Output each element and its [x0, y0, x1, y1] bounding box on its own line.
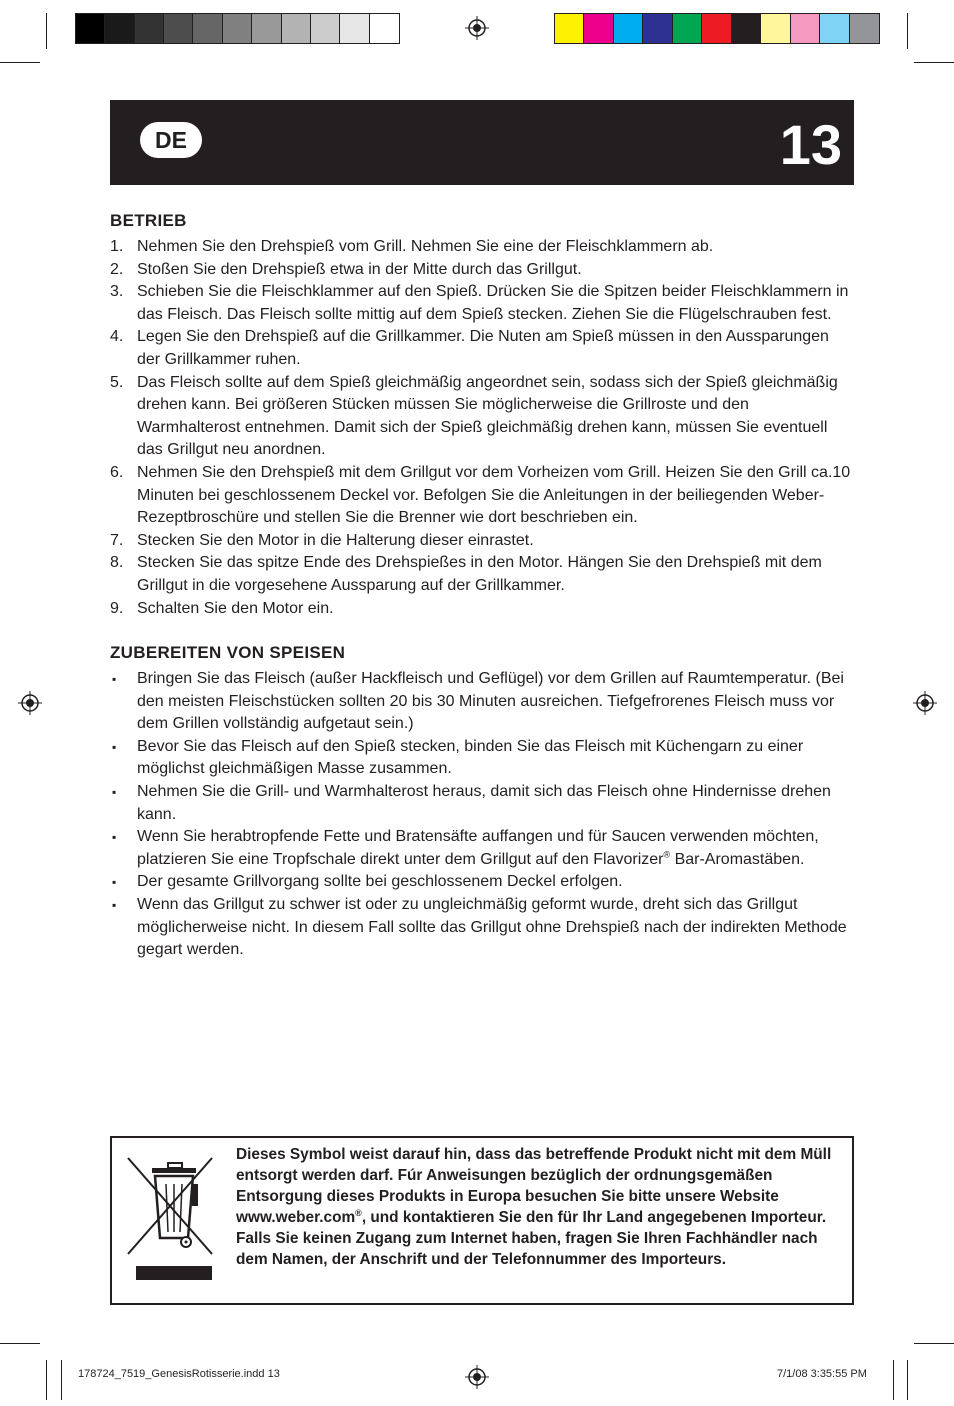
step-text: Schieben Sie die Fleischklammer auf den Spieß. Drücken Sie die Spitzen beider Fleischklammern in das Fleisch. Das Fleisch sollte mittig auf dem Spieß stecken. Ziehen Sie die Flügelschrauben fest.	[137, 283, 849, 323]
step-number: 8.	[110, 554, 124, 572]
operation-steps-list	[110, 236, 855, 620]
color-swatch	[555, 14, 584, 43]
color-swatch	[370, 14, 399, 43]
color-swatch	[732, 14, 761, 43]
color-swatch	[223, 14, 252, 43]
registration-mark-icon	[913, 691, 937, 715]
step-number: 3.	[110, 283, 124, 301]
section-heading-zubereiten: ZUBEREITEN VON SPEISEN	[110, 643, 346, 663]
step-text: Stoßen Sie den Drehspieß etwa in der Mitte durch das Grillgut.	[137, 260, 582, 278]
tip-item	[110, 871, 855, 894]
file-slug: 178724_7519_GenesisRotisserie.indd 13	[78, 1368, 280, 1380]
step-number: 1.	[110, 238, 124, 255]
bullet-icon: ▪	[112, 785, 117, 800]
step-text: Stecken Sie das spitze Ende des Drehspießes in den Motor. Hängen Sie den Drehspieß mit dem Grillgut in die vorgesehene Aussparung auf der Grillkammer.	[137, 554, 822, 594]
step-number: 2.	[110, 260, 124, 278]
section-heading-betrieb: BETRIEB	[110, 211, 187, 230]
color-swatch	[702, 14, 731, 43]
crop-mark	[46, 13, 47, 49]
color-swatch	[311, 14, 340, 43]
crop-mark	[893, 1360, 894, 1400]
step-number: 7.	[110, 531, 124, 549]
tip-text: Bar-Aromastäben.	[670, 850, 805, 868]
registered-mark: ®	[663, 849, 671, 860]
crop-mark	[61, 1360, 62, 1400]
step-item	[110, 462, 855, 530]
language-badge: DE	[140, 122, 202, 158]
step-item	[110, 281, 855, 326]
step-number: 5.	[110, 373, 124, 391]
tip-item	[110, 826, 855, 871]
bullet-icon: ▪	[112, 875, 117, 890]
preparation-tips-list	[110, 668, 855, 962]
crop-mark	[0, 1343, 40, 1344]
color-swatch	[340, 14, 369, 43]
crop-mark	[914, 62, 954, 63]
step-item	[110, 259, 855, 282]
step-item	[110, 598, 855, 621]
color-swatch	[193, 14, 222, 43]
weee-disposal-notice	[110, 1136, 854, 1305]
crop-mark	[46, 1360, 47, 1400]
crop-mark	[914, 1343, 954, 1344]
tip-item	[110, 668, 855, 736]
step-text: Legen Sie den Drehspieß auf die Grillkammer. Die Nuten am Spieß müssen in den Aussparungen der Grillkammer ruhen.	[137, 328, 829, 368]
crossed-out-wheelie-bin-icon	[126, 1154, 214, 1280]
tip-item	[110, 894, 855, 962]
step-item	[110, 372, 855, 462]
timestamp: 7/1/08 3:35:55 PM	[777, 1368, 867, 1380]
color-swatch	[135, 14, 164, 43]
tip-text: Bevor Sie das Fleisch auf den Spieß stecken, binden Sie das Fleisch mit Küchengarn zu einer möglichst gleichmäßigen Masse zusammen.	[137, 737, 804, 778]
step-text: Das Fleisch sollte auf dem Spieß gleichmäßig angeordnet sein, sodass sich der Spieß gleichmäßig drehen kann. Bei größeren Stücken müssen Sie möglicherweise die Grillroste und den Warmhalterost entnehmen. Damit sich der Spieß gleichmäßig drehen kann, müssen Sie eventuell das Grillgut neu anordnen.	[137, 373, 838, 459]
grayscale-color-bar	[75, 13, 400, 44]
tip-text: Wenn das Grillgut zu schwer ist oder zu ungleichmäßig geformt wurde, dreht sich das Grillgut möglicherweise nicht. In diesem Fall sollte das Grillgut ohne Drehspieß nach der indirekten Methode gegart werden.	[137, 896, 847, 959]
bullet-icon: ▪	[112, 830, 117, 845]
color-swatch	[105, 14, 134, 43]
bullet-icon: ▪	[112, 739, 117, 754]
color-swatch	[164, 14, 193, 43]
crop-mark	[907, 1360, 908, 1400]
registration-mark-icon	[465, 1365, 489, 1389]
color-swatch	[761, 14, 790, 43]
step-item	[110, 326, 855, 371]
tip-text: Bringen Sie das Fleisch (außer Hackfleisch und Geflügel) vor dem Grillen auf Raumtemperatur. (Bei den meisten Fleischstücken sollten 20 bis 30 Minuten ausreichen. Tiefgefrorenes Fleisch muss vor dem Grillen vollständig aufgetaut sein.)	[137, 670, 844, 733]
step-text: Schalten Sie den Motor ein.	[137, 599, 334, 617]
step-number: 4.	[110, 328, 124, 346]
crop-mark	[907, 13, 908, 49]
step-text: Stecken Sie den Motor in die Halterung dieser einrastet.	[137, 531, 534, 549]
disposal-notice-text: Dieses Symbol weist darauf hin, dass das betreffende Produkt nicht mit dem Müll entsorgt werden darf. Fúr Anweisungen bezüglich der ordnungsgemäßen Entsorgung dieses Produkts in Europa besuchen Sie bitte unsere Website www.weber.com®, und kontaktieren Sie den für Ihr Land angegebenen Importeur. Falls Sie keinen Zugang zum Internet haben, fragen Sie Ihren Fachhändler nach dem Namen, der Anschrift und der Telefonnummer des Importeurs.	[236, 1146, 832, 1268]
process-color-bar	[554, 13, 880, 44]
page-content	[110, 210, 855, 962]
color-swatch	[282, 14, 311, 43]
tip-item	[110, 736, 855, 781]
tip-text: Der gesamte Grillvorgang sollte bei geschlossenem Deckel erfolgen.	[137, 873, 623, 891]
step-text: Nehmen Sie den Drehspieß vom Grill. Nehmen Sie eine der Fleischklammern ab.	[137, 238, 714, 255]
registration-mark-icon	[465, 16, 489, 40]
color-swatch	[820, 14, 849, 43]
bullet-icon: ▪	[112, 672, 117, 687]
color-swatch	[584, 14, 613, 43]
step-text: Nehmen Sie den Drehspieß mit dem Grillgut vor dem Vorheizen vom Grill. Heizen Sie den Grill ca.10 Minuten bei geschlossenem Deckel vor. Befolgen Sie die Anleitungen in der beiliegenden Weber-Rezeptbroschüre und stellen Sie die Brenner wie dort beschrieben ein.	[137, 463, 851, 527]
step-number: 6.	[110, 463, 124, 481]
step-item	[110, 552, 855, 597]
step-item	[110, 236, 855, 259]
color-swatch	[252, 14, 281, 43]
color-swatch	[614, 14, 643, 43]
step-item	[110, 530, 855, 553]
bullet-icon: ▪	[112, 898, 117, 913]
step-number: 9.	[110, 599, 124, 617]
tip-text: Wenn Sie herabtropfende Fette und Bratensäfte auffangen und für Saucen verwenden möchten, platzieren Sie eine Tropfschale direkt unter dem Grillgut auf den Flavorizer	[137, 828, 819, 868]
color-swatch	[850, 14, 879, 43]
color-swatch	[791, 14, 820, 43]
color-swatch	[76, 14, 105, 43]
crop-mark	[0, 62, 40, 63]
tip-text: Nehmen Sie die Grill- und Warmhalterost heraus, damit sich das Fleisch ohne Hindernisse drehen kann.	[137, 783, 831, 823]
color-swatch	[673, 14, 702, 43]
color-swatch	[643, 14, 672, 43]
page-header-band	[110, 100, 854, 185]
registration-mark-icon	[18, 691, 42, 715]
page-number: 13	[779, 113, 842, 176]
tip-item	[110, 781, 855, 826]
